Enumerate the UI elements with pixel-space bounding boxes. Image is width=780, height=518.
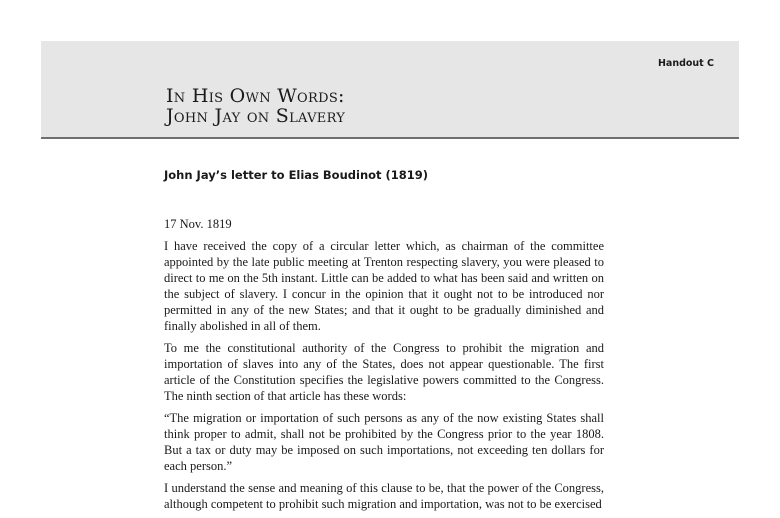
letter-paragraph: I understand the sense and meaning of this clause to be, that the power of the Congress, although competent to prohibit such migration and importation, was not to be exercised [164, 481, 604, 511]
letter-body [164, 216, 604, 518]
letter-paragraph: To me the constitutional authority of the Congress to prohibit the migration and importation of slaves into any of the States, does not appear questionable. The first article of the Constitution specifies the legislative powers committed to the Congress. The ninth section of that article has these words: [164, 341, 604, 403]
letter-paragraph: I have received the copy of a circular letter which, as chairman of the committee appointed by the late public meeting at Trenton respecting slavery, you were pleased to direct to me on the 5th instant. Little can be added to what has been said and written on the subject of slavery. I concur in the opinion that it ought not to be introduced nor permitted in any of the new States; and that it ought to be gradually diminished and finally abolished in all of them. [164, 239, 604, 333]
page-title-line-1: In His Own Words: [166, 85, 345, 107]
page-title [166, 86, 345, 126]
document-heading: John Jay’s letter to Elias Boudinot (1819) [164, 168, 429, 182]
page-title-line-2: John Jay on Slavery [166, 105, 346, 127]
header-divider [41, 137, 739, 139]
handout-label: Handout C [657, 58, 714, 69]
letter-quote-paragraph: “The migration or importation of such persons as any of the now existing States shall think proper to admit, shall not be prohibited by the Congress prior to the year 1808. But a tax or duty may be imposed on such importations, not exceeding ten dollars for each person.” [164, 411, 604, 473]
header-band [41, 41, 739, 137]
letter-date: 17 Nov. 1819 [164, 217, 232, 231]
